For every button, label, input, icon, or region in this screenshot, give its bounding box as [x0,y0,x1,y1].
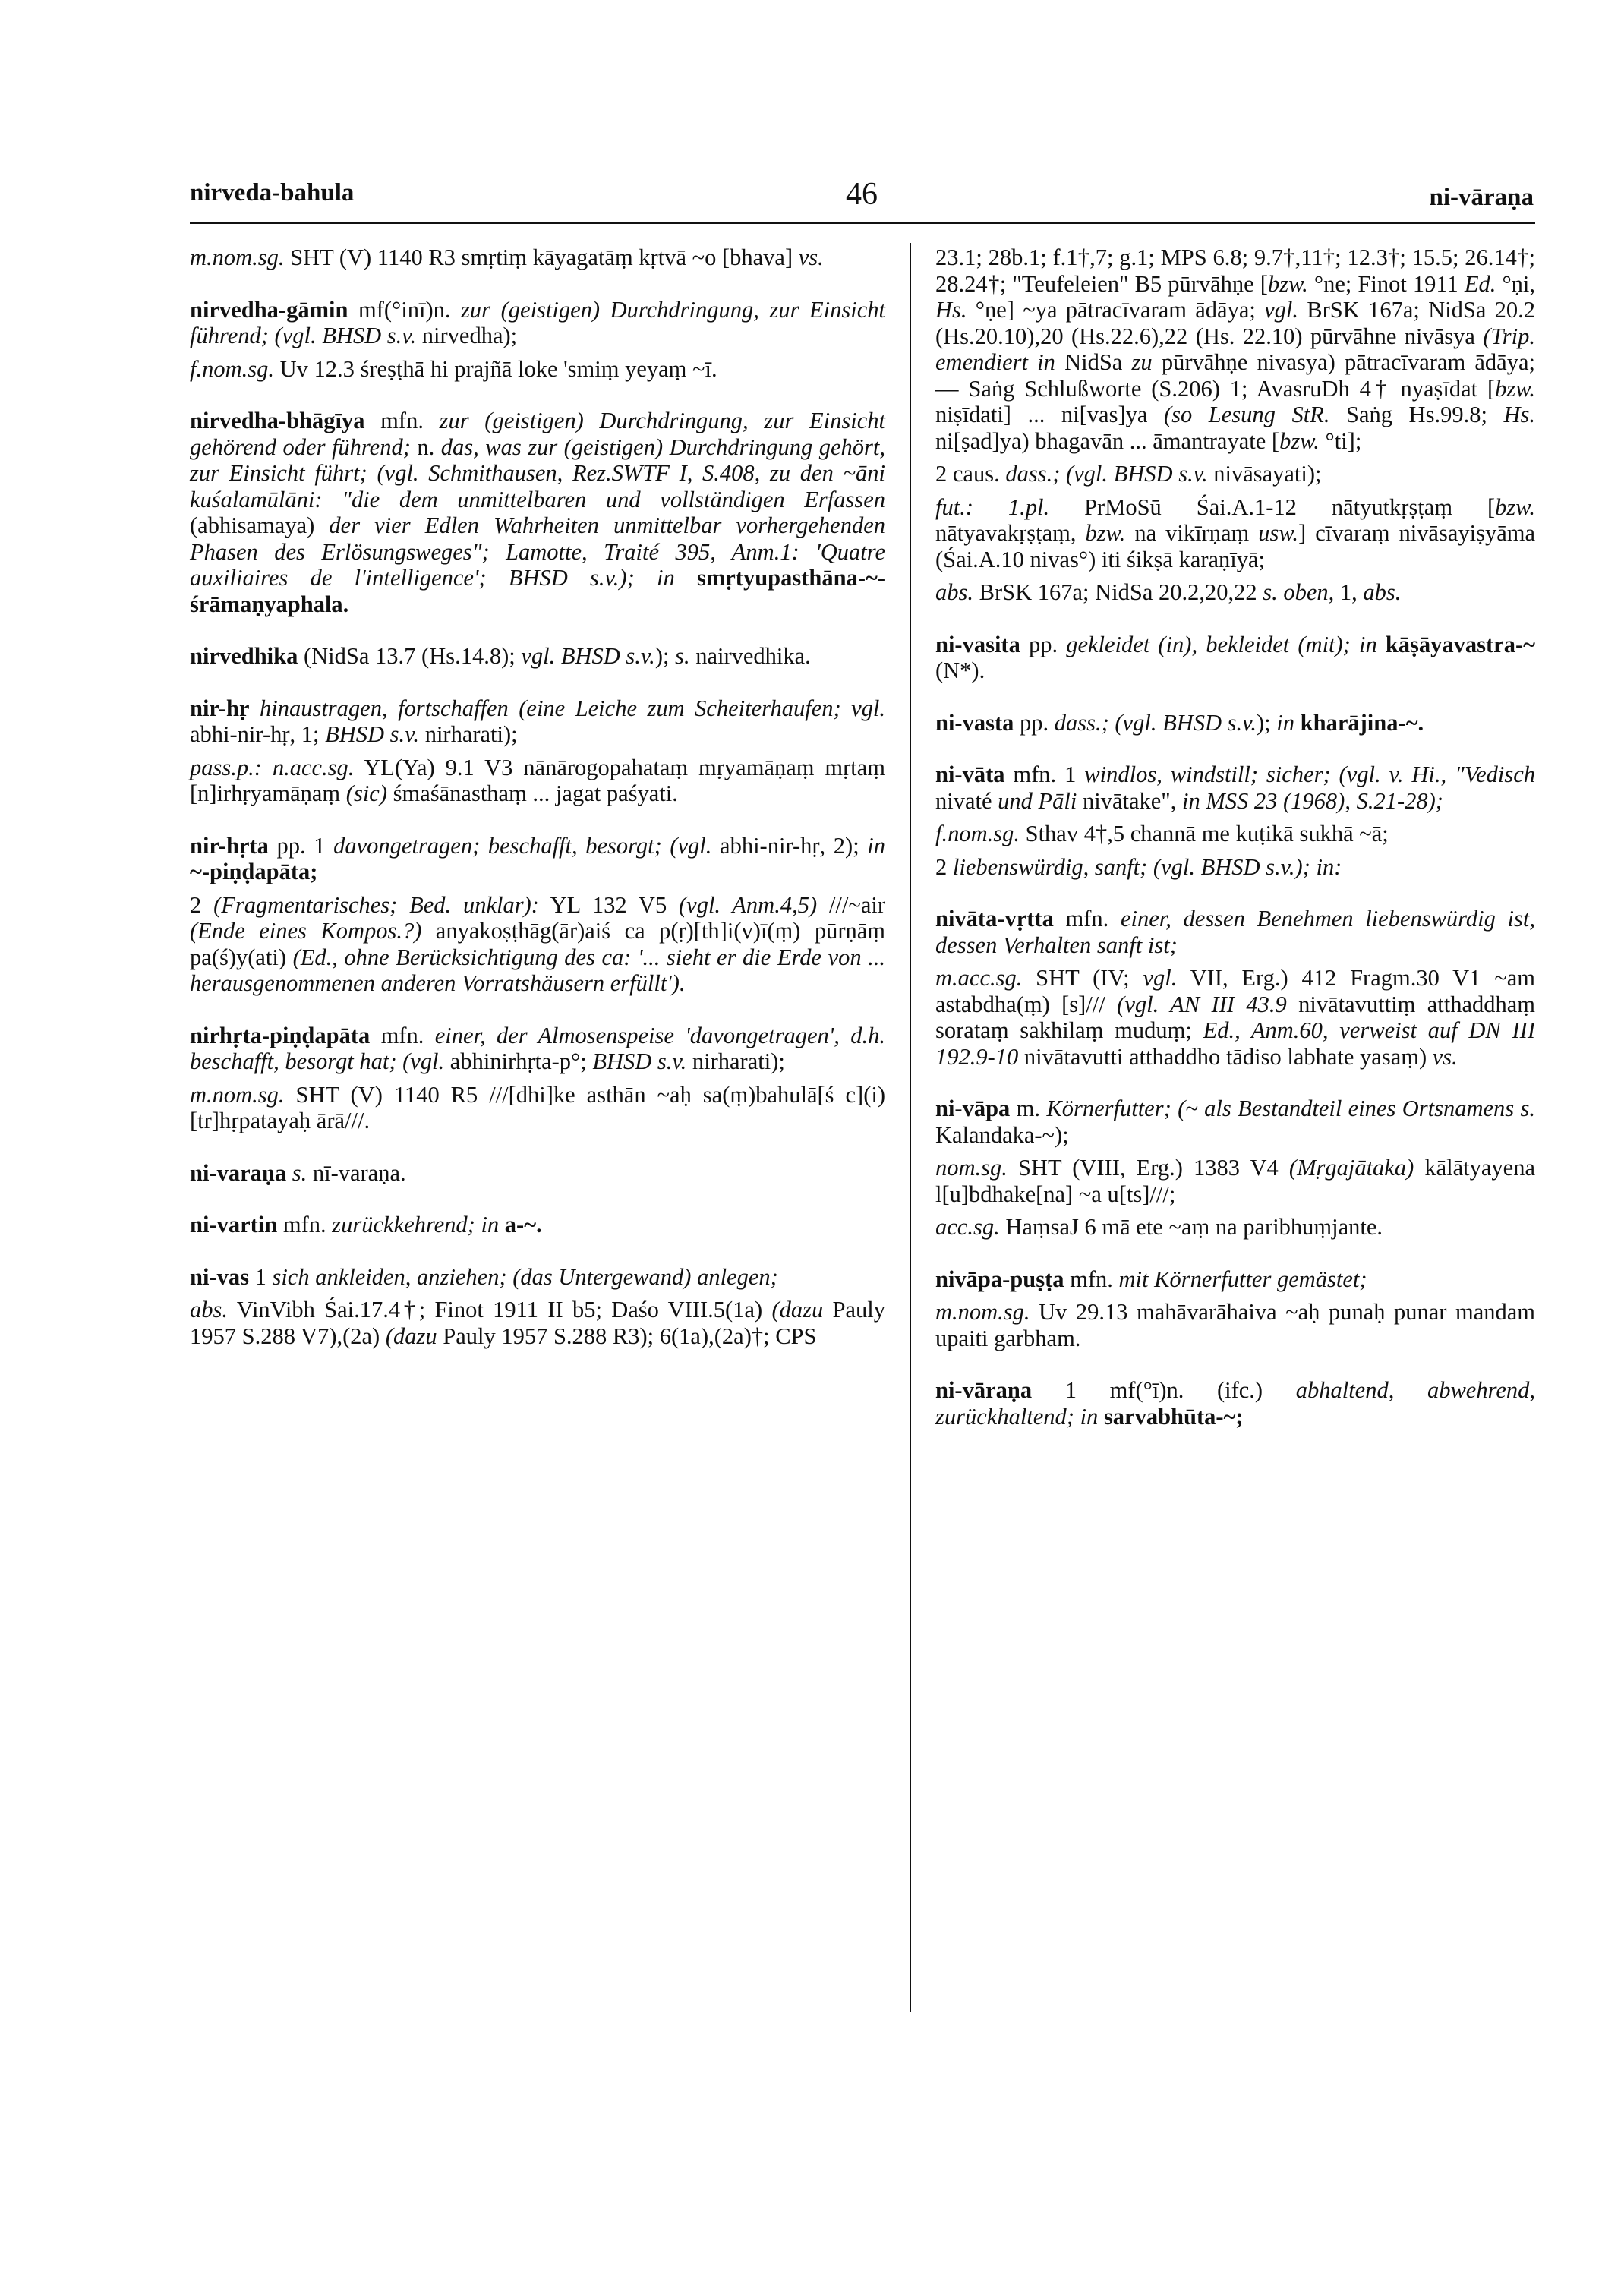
dictionary-entry [935,710,1535,736]
text-run: nirharati); [686,1048,785,1074]
italic-gloss: Hs. [1503,402,1536,427]
running-header [190,176,1534,216]
text-run: PrMoSū Śai.A.1-12 nātyutkṛṣṭaṃ [ [1049,493,1496,520]
headword: smṛtyupasthāna-~-śrāmaṇyaphala. [190,565,885,617]
text-run: Kalandaka-~); [935,1121,1069,1148]
column-divider [910,243,911,2012]
entry-paragraph [935,244,1535,454]
headword: ni-vartin [190,1212,278,1237]
entry-paragraph [190,892,885,997]
text-run: BrSK 167a; NidSa 20.2 (Hs.20.10),20 (Hs.22.6),22 (Hs. 22.10) pūrvāhne nivāsya [935,297,1536,349]
italic-gloss: nom.sg. [935,1155,1008,1181]
text-run: mfn. [370,1022,435,1048]
text-run: 1, [1334,579,1364,605]
entry-paragraph [935,1377,1535,1430]
headword: nirvedhika [190,643,298,669]
text-run: n. [410,433,441,460]
entry-paragraph [935,710,1535,736]
dictionary-entry [190,297,885,383]
text-run: pp. [1014,709,1055,736]
italic-gloss: hinaustragen, fortschaffen (eine Leiche zum Scheiterhaufen; vgl. [259,695,886,721]
text-run: ///~air [817,891,886,918]
text-run: Uv 29.13 mahāvarāhaiva ~aḥ punaḥ punar mandam upaiti garbham. [935,1299,1535,1351]
text-run: pūrvāhṇe nivasya) pātracīvaram ādāya; — Saṅg Schlußworte (S.206) 1; AvasruDh 4† nyaṣīdat [ [935,349,1535,402]
text-run: VII, Erg.) 412 Fragm.30 V1 ~am astabdha(ṃ) [s]/// [935,965,1535,1017]
headword: ni-vasta [935,709,1014,736]
text-run: abhinirhṛta-p°; [444,1048,593,1074]
dictionary-entry [935,1266,1535,1352]
text-run: Pauly 1957 S.288 R3); 6(1a),(2a)†; CPS [437,1323,817,1349]
headword: sarvabhūta-~; [1103,1403,1244,1430]
headword: nirvedha-gāmin [190,296,348,323]
italic-gloss: vs. [798,244,824,270]
italic-gloss: zur (geistigen) Durchdringung, zur Einsicht gehörend oder führend; [190,408,885,460]
text-run: BrSK 167a; NidSa 20.2,20,22 [973,579,1263,605]
italic-gloss: in [1276,709,1295,736]
dictionary-entry [935,906,1535,1070]
entry-paragraph [190,833,885,885]
italic-gloss: (Mṛgajātaka) [1288,1155,1414,1181]
entry-paragraph [190,1082,885,1134]
headword: nirhṛta-piṇḍapāta [190,1022,371,1048]
text-run: YL(Ya) 9.1 V3 nānārogopahataṃ mṛyamāṇaṃ mṛtaṃ [n]irhṛyamāṇaṃ [190,754,886,806]
text-run: na vikīrṇaṃ [1125,520,1259,546]
entry-paragraph [935,1214,1535,1241]
dictionary-entry [190,408,885,617]
headword: ni-vāta [935,761,1005,787]
italic-gloss: gekleidet (in), bekleidet (mit); in [1066,631,1377,657]
text-run: Sthav 4†,5 channā me kuṭikā sukhā ~ā; [1020,821,1389,846]
headword: ~-piṇḍapāta; [190,859,318,884]
dictionary-entry [935,1096,1535,1241]
text-run: VinVibh Śai.17.4†; Finot 1911 II b5; Daśo VIII.5(1a) [228,1297,772,1323]
text-run [675,565,697,591]
italic-gloss: m.nom.sg. [935,1299,1030,1325]
text-run: (abhisamaya) [190,512,330,538]
text-run: ); [654,643,676,669]
italic-gloss: BHSD s.v. [592,1048,687,1074]
italic-gloss: (dazu [385,1323,437,1349]
italic-gloss: der vier Edlen Wahrheiten unmittelbar vorhergehenden Phasen des Erlösungsweges"; Lamotte, Traité 395, Anm.1: 'Quatre auxiliaires de l'intelligence'; BHSD s.v.); in [190,512,885,591]
text-run: ni[ṣad]ya) bhagavān ... āmantrayate [ [935,427,1280,454]
dictionary-entry [935,761,1535,880]
entry-paragraph [190,1212,885,1238]
italic-gloss: (dazu [771,1297,824,1323]
dictionary-entry [935,1377,1535,1430]
italic-gloss: vgl. BHSD s.v. [521,643,655,669]
entry-paragraph [190,1023,885,1075]
text-run: m. [1010,1096,1047,1121]
text-run: pp. 1 [268,832,334,859]
text-run: mfn. [277,1212,333,1237]
headword: ni-varaṇa [190,1159,287,1186]
entry-paragraph [190,356,885,383]
italic-gloss: zur (geistigen) Durchdringung, zur Einsicht führend; (vgl. BHSD s.v. [190,296,885,348]
dictionary-entry [935,244,1535,606]
entry-paragraph [190,1297,885,1349]
header-right-guide-word: ni-vāraṇa [1429,184,1534,211]
text-run: abhi-nir-hṛ, 1; [190,721,326,747]
italic-gloss: abhaltend, abwehrend, zurückhaltend; in [935,1377,1535,1430]
headword: ni-vasita [935,631,1020,657]
entry-paragraph [190,643,885,670]
italic-gloss: dass.; (vgl. BHSD s.v. [1005,461,1208,487]
text-run: SHT (IV; [1022,965,1143,991]
header-left-guide-word: nirveda-bahula [190,179,355,207]
headword: ni-vāpa [935,1096,1011,1121]
headword: nir-hṛta [190,832,269,859]
text-run: mfn. 1 [1004,761,1085,787]
italic-gloss: fut.: 1.pl. [935,493,1050,520]
entry-paragraph [935,1096,1535,1148]
text-run: mfn. [1064,1266,1119,1292]
text-run [1294,710,1301,736]
text-run: śmaśānasthaṃ ... jagat paśyati. [387,780,678,806]
italic-gloss: bzw. [1279,427,1320,454]
text-run: °ṇe] ~ya pātracīvaram ādāya; [967,297,1265,323]
italic-gloss: zu [1131,349,1153,375]
text-run: nī-varaṇa. [307,1159,406,1186]
text-run: nirvedha); [416,323,518,348]
text-run [499,1212,505,1237]
italic-gloss: sich ankleiden, anziehen; (das Untergewand) anlegen; [272,1263,778,1290]
dictionary-entry [190,1023,885,1134]
entry-paragraph [935,1266,1535,1293]
italic-gloss: windlos, windstill; sicher; (vgl. v. Hi., "Vedisch [1084,761,1535,787]
italic-gloss: abs. [190,1297,228,1323]
text-run [250,695,260,721]
text-run: anyakoṣṭhāg(ār)aiś ca p(ṛ)[th]i(v)ī(ṃ) pūrṇāṃ pa(ś)y(ati) [190,918,885,970]
entry-paragraph [935,1299,1535,1351]
entry-paragraph [190,1160,885,1187]
italic-gloss: m.acc.sg. [935,965,1023,991]
text-run: 2 [935,853,953,880]
text-run: SHT (V) 1140 R5 ///[dhi]ke asthān ~aḥ sa(ṃ)bahulā[ś c](i)[tr]hṛpatayaḥ ārā///. [190,1081,885,1133]
headword: kharājina-~. [1300,709,1424,736]
text-run: (NidSa 13.7 (Hs.14.8); [298,643,522,669]
text-run: nivātake", [1077,787,1183,814]
italic-gloss: (Trip. emendiert in [935,323,1535,375]
italic-gloss: Ed., Anm.60, verweist auf DN III 192.9-10 [935,1017,1535,1070]
dictionary-entry [190,1212,885,1238]
text-run: nivāsayati); [1207,461,1322,487]
dictionary-entry [190,643,885,670]
italic-gloss: acc.sg. [935,1214,1000,1240]
italic-gloss: m.nom.sg. [190,1081,285,1108]
text-run: °ṇi, [1496,270,1535,297]
italic-gloss: einer, der Almosenspeise 'davongetragen', d.h. beschafft, besorgt hat; (vgl. [190,1022,885,1074]
text-run: 1 mf(°ī)n. (ifc.) [1032,1377,1296,1403]
headword: a-~. [504,1212,542,1237]
text-run: 2 caus. [935,461,1006,487]
italic-gloss: davongetragen; beschafft, besorgt; (vgl. [333,832,712,859]
italic-gloss: dass.; (vgl. BHSD s.v. [1054,709,1257,736]
entry-paragraph [935,461,1535,487]
italic-gloss: Körnerfutter; (~ als Bestandteil eines Ortsnamens s. [1046,1096,1535,1121]
dictionary-entry [190,695,885,807]
italic-gloss: bzw. [1267,270,1308,297]
text-run: 2 [190,891,214,918]
text-run: 1 [248,1263,273,1290]
entry-paragraph [935,579,1535,606]
italic-gloss: in MSS 23 (1968), S.21-28); [1182,787,1443,814]
text-run: YL 132 V5 [538,891,679,918]
text-run: Pauly 1957 S.288 V7),(2a) [190,1297,885,1349]
dictionary-entry [190,1160,885,1187]
right-column [935,244,1535,1455]
italic-gloss: einer, dessen Benehmen liebenswürdig ist, dessen Verhalten sanft ist; [935,906,1535,958]
text-run: ] cīvaraṃ nivāsayiṣyāma (Śai.A.10 nivas°) iti śikṣā karaṇīyā; [935,520,1536,572]
dictionary-entry [190,833,885,997]
text-run: Uv 12.3 śreṣṭhā hi prajñā loke 'smiṃ yeyaṃ ~ī. [274,355,717,382]
italic-gloss: vgl. [1143,965,1178,991]
text-run: SHT (VIII, Erg.) 1383 V4 [1007,1155,1289,1181]
italic-gloss: bzw. [1085,520,1126,546]
italic-gloss: (so Lesung StR. [1163,402,1330,427]
text-run: NidSa [1055,349,1132,375]
entry-paragraph [190,695,885,748]
italic-gloss: zurückkehrend; in [332,1212,500,1237]
italic-gloss: Ed. [1464,270,1496,297]
text-run: SHT (V) 1140 R3 smṛtiṃ kāyagatāṃ kṛtvā ~o [bhava] [284,244,799,270]
entry-paragraph [935,1155,1535,1207]
italic-gloss: s. [292,1159,307,1186]
text-run: HaṃsaJ 6 mā ete ~aṃ na paribhuṃjante. [999,1214,1383,1240]
italic-gloss: liebenswürdig, sanft; (vgl. BHSD s.v.); in: [952,853,1342,880]
italic-gloss: in [867,832,886,859]
italic-gloss: bzw. [1495,493,1535,520]
italic-gloss: (Fragmentarisches; Bed. unklar): [213,891,539,918]
italic-gloss: usw. [1258,520,1299,546]
entry-paragraph [935,854,1535,881]
dictionary-entry [935,632,1535,684]
text-run: nivātavuttiṃ atthaddhaṃ sorataṃ sakhilaṃ muduṃ; [935,991,1535,1043]
left-column [190,244,885,1375]
text-run [1377,632,1386,657]
text-run: nivātavutti atthaddho tādiso labhate yasaṃ) [1018,1043,1433,1070]
italic-gloss: (vgl. AN III 43.9 [1117,991,1287,1017]
text-run: nātyavakṛṣṭaṃ, [935,520,1086,546]
text-run: Saṅg Hs.99.8; [1329,402,1504,427]
entry-paragraph [935,761,1535,814]
italic-gloss: s. [675,643,690,669]
entry-paragraph [190,297,885,349]
headword: kāṣāyavastra-~ [1385,631,1535,657]
italic-gloss: das, was zur (geistigen) Durchdringung gehört, zur Einsicht führt; (vgl. Schmithausen, Rez.SWTF I, S.408, zu den ~āni kuśalamūlāni: "die dem unmittelbaren und vollständigen Erfassen [190,433,886,512]
italic-gloss: vgl. [1264,297,1299,323]
text-run: niṣīdati] ... ni[vas]ya [935,402,1164,427]
header-rule [190,222,1535,224]
text-run: pp. [1020,631,1067,657]
italic-gloss: (sic) [345,780,387,806]
text-run: nairvedhika. [689,643,811,669]
headword: ni-vas [190,1263,249,1290]
text-run: nirharati); [419,721,518,747]
italic-gloss: abs. [1363,579,1402,605]
italic-gloss: s. oben, [1263,579,1335,605]
entry-paragraph [190,755,885,807]
italic-gloss: m.nom.sg. [190,244,285,270]
headword: nivāpa-puṣṭa [935,1266,1064,1292]
text-run: mfn. [1053,906,1121,932]
text-run: (N*). [935,657,985,683]
text-run: abhi-nir-hṛ, 2); [711,832,868,859]
text-run [286,1160,292,1186]
italic-gloss: (vgl. Anm.4,5) [679,891,818,918]
text-run: °ti]; [1319,427,1362,454]
entry-paragraph [935,632,1535,684]
entry-paragraph [190,408,885,617]
italic-gloss: bzw. [1495,375,1535,402]
entry-paragraph [190,244,885,271]
italic-gloss: vs. [1432,1043,1458,1070]
page-number: 46 [846,177,878,212]
text-run: nivaté [935,787,998,814]
entry-paragraph [935,821,1535,847]
italic-gloss: f.nom.sg. [935,821,1020,846]
headword: nivāta-vṛtta [935,906,1054,932]
headword: ni-vāraṇa [935,1377,1033,1403]
text-run: kālātyayena l[u]bdhake[na] ~a u[ts]///; [935,1155,1535,1207]
italic-gloss: (Ende eines Kompos.?) [190,918,422,944]
dictionary-entry [190,1264,885,1350]
text-run: ); [1257,709,1277,736]
text-run: mfn. [364,408,440,433]
headword: nirvedha-bhāgīya [190,408,365,433]
italic-gloss: abs. [935,579,973,605]
italic-gloss: f.nom.sg. [190,355,274,382]
entry-paragraph [935,906,1535,958]
italic-gloss: pass.p.: n.acc.sg. [190,754,355,780]
entry-paragraph [935,494,1535,573]
text-run: °ne; Finot 1911 [1307,270,1465,297]
italic-gloss: Hs. [935,297,967,323]
italic-gloss: BHSD s.v. [325,721,420,747]
italic-gloss: mit Körnerfutter gemästet; [1118,1266,1367,1292]
text-run: mf(°inī)n. [348,296,462,323]
text-run [1098,1404,1104,1430]
headword: nir-hṛ [190,695,250,721]
italic-gloss: und Pāli [998,787,1077,814]
italic-gloss: (Ed., ohne Berücksichtigung des ca: '... sieht er die Erde von ... herausgenommenen anderen Vorratshäusern erfüllt'). [190,944,885,996]
entry-paragraph [190,1264,885,1291]
dictionary-entry [190,244,885,271]
entry-paragraph [935,965,1535,1070]
text-run: 23.1; 28b.1; f.1†,7; g.1; MPS 6.8; 9.7†,11†; 12.3†; 15.5; 26.14†; 28.24†; "Teufeleien" B5 pūrvāhṇe [ [935,244,1535,297]
